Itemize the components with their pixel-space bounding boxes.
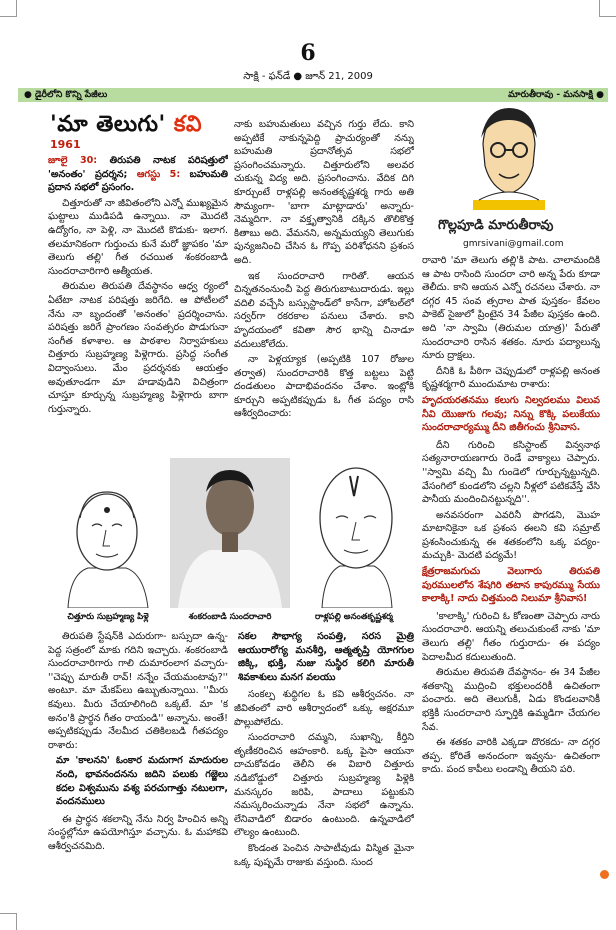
year-label: 1961: [50, 138, 81, 151]
paragraph: కొండంత పెంచిన సాపాటీవుడు విస్మిత మైనా ఒక్క పుష్పమే రాజుకు వస్తుంది. సుంద: [234, 842, 414, 868]
paragraph: చిత్తూరుతో నా జీవితంలోని ఎన్నో ముఖ్యమైన ఘట్టాలు ముడిపడి ఉన్నాయి. నా మొదటి ఉద్యోగం, నా పెళ్లి, నా మొదటి కొడుకు- ఇలాగ. తలమానికంగా గుర్తుంచు కునే మరో జ్ఞాపకం 'మా తెలుగు తల్లి' గీత రచయిత శంకరంబాడి సుందరాచారిగారి ఆత్మీయత.: [48, 197, 228, 277]
date-july: జూలై 30:: [48, 155, 98, 166]
portrait-rallapalli: [294, 456, 414, 608]
crop-mark: [599, 0, 616, 17]
caption-sundarachari: శంకరంబాడి సుందరాచారి: [188, 612, 272, 622]
headline-quote: 'మా తెలుగు': [50, 112, 166, 137]
paragraph: రావారి 'మా తెలుగు తల్లి'కి పాట. చాలామందికి ఆ పాట రాసింది సుందరా చారి అన్న పేరు కూడా తెలీదు. కాని ఆయన ఎన్నో రచనలు చేశారు. నా దగ్గర 45 సంవ త్సరాల పాత పుస్తకం- కేవలం పాకెట్ సైజులో ప్రింటైన 34 పేజీల పుస్తకం ఉంది. అది 'నా స్వామి (తిరుమల యాత్ర)' పేరుతో సుందరాచారి రాసిన శతకం. నూరు పద్యాలున్న నూరు ద్రాక్షలు.: [422, 255, 600, 362]
paragraph: 'కాలాక్కి' గురించి ఓ కోణంతా చెప్పారు నారు సుందరాచారి. ఆయన్ని తలుచుకుంటే నాకు 'మా తెలుగు తల్లి' గీతం గుర్తురాదు- ఈ పద్యం పెదాలమీద కదులుతుంది.: [422, 610, 600, 663]
paragraph: సుందరాచారి దమ్మని, సుఖాన్ని, కీర్తిని తృణీకరించిన ఆహంకారి. ఒక్క పైసా ఆయనా దాచుకోవడం తెలీని ఈ విబారి చిత్తూరు నడిబోడ్డులో చిత్తూరు సుబ్రహ్మణ్య పిళ్లెకి మనస్కరం జరిపి, పాదాలు పట్టుకుని నమస్కరించున్నాడు నేనా సభలో ఉన్నాను. లేనివాడిలో బిడారం ఉంటుంది. ఉన్నవాడిలో లౌల్యం ఉంటుంది.: [234, 732, 414, 839]
paragraph: తిరుపతి స్టేషన్‌కి ఎదురుగా- బస్సుదా ఉన్న- పెద్ద సత్రంలో మాకు గదిని ఇచ్చారు. శంకరంబాడి సుందరాచారిగారు గాలి దుమారంలాగ వచ్చారు- ''చెప్పు మారుతీ రావ్! నన్నేం చేయమంటావు?'' అంటూ. మా మేకప్‌లు ఉబ్బుతున్నాయి. ''మీరు కవులు. మీరు చేయాలిగింది ఒక్కటే. మా 'క అనం'కి ప్రార్థన గీతం రాయండి'' అన్నాను. అంతే! అప్పటికప్పుడు నేలమీద చతికిలబడి గీతపద్యం రాశారు:: [48, 631, 228, 751]
paragraph: తిరుమల తిరుపతి దేవస్థానం ఆధ్వ ర్యంలో ఏటేటా నాటక పరిషత్తు జరిగేది. ఆ పోటీలలో నేను నా బృందంతో 'అనంతం' ప్రదర్శించాను. పరిషత్తు జరిగే ప్రాంగణం సంవత్సరం పొడుగునా సంగీత కళాశాల. ఆ పాఠశాల నిర్వాహకులు చిత్తూరు సుబ్రహ్మణ్య పిళ్లెగారు. ప్రసిద్ధ సంగీత విద్వాంసులు. మేం ప్రదర్శనకు ఆయత్తం అవుతూండగా మా హడావుడిని విచిత్రంగా చూస్తూ కూర్చున్న సుబ్రహ్మణ్య పిళ్లెగారు బాగా గుర్తున్నారు.: [48, 281, 228, 415]
column-2-top: [234, 118, 414, 468]
date-august: ఆగస్టు 5:: [136, 168, 181, 180]
paragraph: తిరుమల తిరుపతి దేవస్థానం- ఈ 34 పేజీల శతకాన్ని ముద్రించి భక్తులందరికీ ఉచితంగా పంచారు. అది తెలుగుకీ, ఏడు కొండలవానికీ భక్తికీ సుందరాచారి స్ఫూర్తికి ఉమ్మడిగా చేయగల సేవ.: [422, 667, 600, 733]
author-caricature: [467, 104, 551, 210]
paragraph: నా పెళ్లయ్యాక (అప్పటికి 107 రోజుల తర్వాత) సుందరాచారికి కొత్త బట్టలు పెట్టి దండతులం పాదాభివందనం చేశాం. ఇంట్లోకి కూర్చుని అప్పటికప్పుడు ఓ గీత పద్యం రాసి ఆశీర్వదించారు:: [234, 354, 414, 420]
portrait-subrahmanya-pillai: [48, 474, 166, 608]
poem-verse: మా 'కాలనని' ఓంకార మదుగాగ మాదురుల నంది, భావనందనను జదిని పలుకు గజ్జెలు కదల విశ్వమును వశ్య పరచుగాత్తు నటులగా, వందనములు: [56, 755, 228, 808]
caption-pillai: చిత్తూరు సుబ్రహ్మణ్య పిళ్లె: [67, 612, 149, 622]
column-2-bottom: [234, 628, 414, 916]
poem-verse: సకల సౌభాగ్య సంపత్తి, సరస మైత్రి ఆయురారోగ్య మనశీర్తి, ఆత్మతృప్తి యోగగుల జిక్కి, భుక్తి, నుజు సుస్థిర కలిగి మారుతీ శివకాశులు మనగ వలయు: [238, 631, 414, 683]
poem-verse: క్షేత్రరాజమగుచు వెలుగారు తిరుపతి పురములలోన శేషగిరి తటాన కాపురమ్ము సేయు కాలాక్కి! నాదు చిత్తమంది నిలుమా శ్రీనివాస!: [422, 566, 600, 605]
headline-word: కవి: [173, 112, 203, 137]
author-name: గొల్లపూడి మారుతీరావు: [438, 218, 554, 233]
end-bullet-icon: [600, 870, 609, 879]
column-1-bottom: [48, 630, 228, 916]
crop-mark: [0, 913, 17, 930]
poem-verse: హృదయరతనము కలుగు నిల్వదలము విలువ నీవి యొజుగు గలవు; నిన్ను కొక్కి పలుకేయు సుందరాచార్యమ్ము దీని జితీగంచు శ్రీనివాస.: [422, 394, 600, 434]
paragraph: నాకు బహుమతులు వచ్చిన గుర్తు లేదు. కాని అప్పటికే నాకున్నపెద్ది ప్రాచుర్యంతో నన్ను బహుమతి ప్రదానోత్సవ సభలో ప్రసంగించమన్నారు. చిత్తూరులోని అలవర చుకున్న విద్య అది. ప్రసంగించాను. వేదిక దిగి కూర్చుంటే రాళ్లపల్లి అనంతకృష్ణశర్మ గారు అతి సౌమ్యంగా- 'బాగా మాట్లాడారు' అన్నారు- నెమ్మదిగా. నా వక్తృత్వానికి దక్కిన తొలికొత్త కితాబు అది. వేమనని, అన్నమయ్యని తెలుగుకు పున్యజనించి చేసిన ఓ గొప్ప పరిశోధనని ప్రశంస అది.: [234, 119, 414, 266]
caption-rallapalli: రాళ్లపల్లి అనంతకృష్ణశర్మ: [315, 612, 393, 622]
paragraph: ఇక సుందరాచారి గారితో. ఆయన చిన్నతనంనుంచీ పెద్ద తిరుగుబాటుదారుడు. ఇల్లు వదిలి వచ్చేసి బస్సుస్టాండ్‌లో కాసేగా, హోటల్‌లో సర్వర్‌గా రకరకాల పనులు చేశారు. కాని హృదయంలో కవితా సౌర భాన్ని చినాడూ వదులుకోలేదు.: [234, 270, 414, 350]
paragraph: దీని గురించి కసిస్టాంట్ విన్వనాథ సత్యనారాయణగారు రెండే వాక్యాలు చెప్పారు. ''స్వామి వచ్చి మీ గుండెలో గూర్చున్నట్టున్నది. వేసంగిలో కుండలోని చల్లని నీళ్లలో పటికవేస్తే వేసి పానీయ మందించినట్టున్నది''.: [422, 439, 600, 506]
column-3: [422, 254, 600, 916]
section-banner-left: ● డైరీలోని కొన్ని పేజీలు: [18, 88, 444, 102]
paragraph: ఈ శతకం వారికి ఎక్కడా దొరకదు- నా దగ్గర తప్ప. కోరితే అనందంగా ఇవ్వను- ఉచితంగా కాదు. పంద కాపీలు లండాన్ని తీయని పరి.: [422, 737, 600, 776]
paragraph: అనవసరంగా ఎవరినీ పొగడని, మొహ మాటానికైనా ఒక ప్రశంస ఈలని కవి సమ్రాట్ ప్రశంసించుకున్న ఈ శతకంలోని ఒక్క పద్యం- మచ్చుకి- మెదటి పద్యమే!: [422, 509, 600, 562]
column-1-top: [48, 154, 228, 474]
crop-mark: [0, 0, 17, 17]
author-email[interactable]: gmrsivani@gmail.com: [463, 239, 564, 249]
paragraph: ఈ ప్రార్థన శకలాన్ని నేను నిర్వ హించిన అన్ని సంస్థల్లోనూ ఉపయోగిస్తూ వచ్చాను. ఓ మహాకవి ఆశీర్వచనమిది.: [48, 813, 228, 852]
photo-sundarachari: [170, 458, 290, 608]
paragraph: దీనికి ఓ పీఠిగా చెప్పుడులో రాళ్లపల్లి అనంత కృష్ణశర్మగారి ముందుమాట రాశారు:: [422, 365, 600, 391]
lead-text: తిరుపతి నాటక పరిషత్తులో 'అనంతం' ప్రదర్శన;: [48, 155, 228, 180]
page-number: 6: [300, 40, 316, 66]
paragraph: సంకల్ప శుద్ధిగల ఓ కవి ఆశీర్వచనం. నా జీవితంలో వారి ఆశీర్వాదంలో ఒక్కు అక్షరమూ పొల్లుపోలేదు.: [234, 689, 414, 728]
section-banner-right: మారుతీరావు - మనసాక్షి ●: [440, 88, 608, 102]
header-line: సాక్షి - ఫన్‌డే ● జూన్ 21, 2009: [243, 71, 373, 82]
lead-text-2: బహుమతి ప్రదాన సభలో ప్రసంగం.: [48, 168, 228, 194]
